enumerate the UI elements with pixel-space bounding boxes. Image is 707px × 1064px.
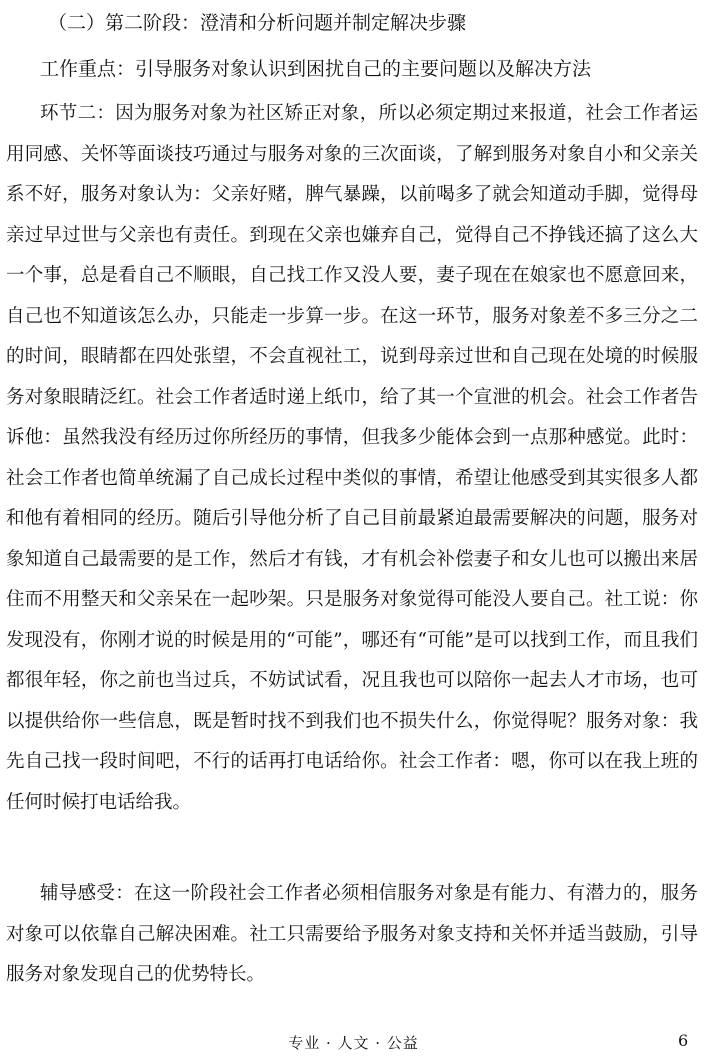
page-number: 6	[678, 1031, 689, 1050]
section-heading: （二）第二阶段：澄清和分析问题并制定解决步骤	[48, 12, 467, 34]
paragraph-counseling-reflection: 辅导感受：在这一阶段社会工作者必须相信服务对象是有能力、有潜力的，服务对象可以依靠自己解决困难。社工只需要给予服务对象支持和关怀并适当鼓励，引导服务对象发现自己的优势特长。	[6, 883, 698, 985]
paragraph-stage-two: 环节二：因为服务对象为社区矫正对象，所以必须定期过来报道，社会工作者运用同感、关怀等面谈技巧通过与服务对象的三次面谈，了解到服务对象自小和父亲关系不好，服务对象认为：父亲好赌，脾气暴躁，以前喝多了就会知道动手脚，觉得母亲过早过世与父亲也有责任。到现在父亲也嫌弃自己，觉得自己不挣钱还搞了这么大一个事，总是看自己不顺眼，自己找工作又没人要，妻子现在在娘家也不愿意回来，自己也不知道该怎么办，只能走一步算一步。在这一环节，服务对象差不多三分之二的时间，眼睛都在四处张望，不会直视社工，说到母亲过世和自己现在处境的时候服务对象眼睛泛红。社会工作者适时递上纸巾，给了其一个宣泄的机会。社会工作者告诉他：虽然我没有经历过你所经历的事情，但我多少能体会到一点那种感觉。此时：社会工作者也简单统漏了自己成长过程中类似的事情，希望让他感受到其实很多人都和他有着相同的经历。随后引导他分析了自己目前最紧迫最需要解决的问题，服务对象知道自己最需要的是工作，然后才有钱，才有机会补偿妻子和女儿也可以搬出来居住而不用整天和父亲呆在一起吵架。只是服务对象觉得可能没人要自己。社工说：你发现没有，你刚才说的时候是用的“可能”，哪还有“可能”是可以找到工作，而且我们都很年轻，你之前也当过兵，不妨试试看，况且我也可以陪你一起去人才市场，也可以提供给你一些信息，既是暂时找不到我们也不损失什么，你觉得呢？服务对象：我先自己找一段时间吧，不行的话再打电话给你。社会工作者：嗯，你可以在我上班的任何时候打电话给我。	[6, 103, 698, 813]
footer-slogan: 专业 · 人文 · 公益	[288, 1034, 419, 1052]
work-focus-line: 工作重点：引导服务对象认识到困扰自己的主要问题以及解决方法	[40, 58, 592, 80]
